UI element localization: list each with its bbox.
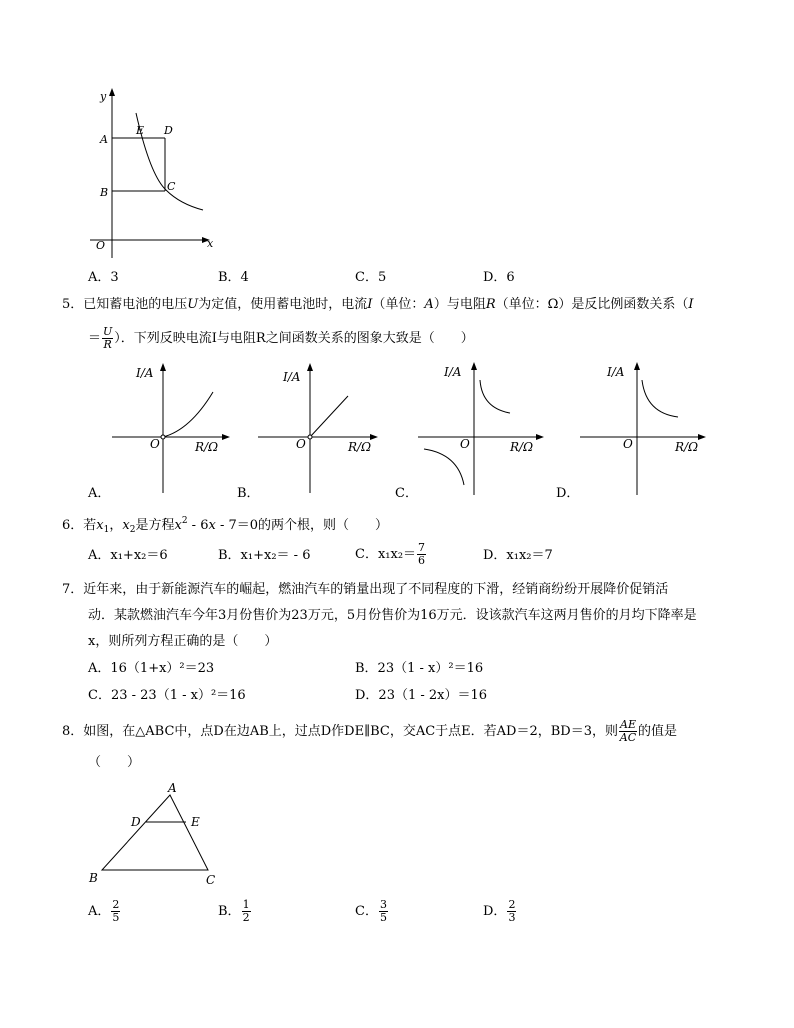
triangle-ABC bbox=[102, 795, 208, 870]
q8-option-b: B． $\frac{1}{2}$ bbox=[218, 898, 250, 924]
q7-option-c: C．23 - 23（1 - x）²＝16 bbox=[88, 688, 246, 703]
q5-option-a: A． bbox=[88, 486, 111, 501]
q7-option-b: B．23（1 - x）²＝16 bbox=[355, 661, 484, 676]
q6-option-a: A．x₁+x₂＝6 bbox=[88, 548, 168, 563]
label-E: E bbox=[136, 124, 145, 137]
q5-stem-line2: ＝ $\frac{U}{R}$ ）．下列反映电流I与电阻R之间函数关系的图象大致是（ ） bbox=[88, 325, 474, 351]
q8-stem-line1: 8．如图，在△ABC中，点D在边AB上，过点D作DE∥BC，交AC于点E．若AD＝2，BD＝3，则 $\frac{AE}{AC}$ 的值是 bbox=[62, 718, 677, 744]
curve-d bbox=[642, 380, 678, 417]
q7-stem-line1: 7．近年来，由于新能源汽车的崛起，燃油汽车的销量出现了不同程度的下滑，经销商纷纷开展降价促销活 bbox=[62, 582, 669, 597]
q6-stem: 6．若$x_1$，$x_2$是方程$x^2 - 6x - 7=0$的两个根，则（ ） bbox=[62, 516, 389, 535]
q4-option-c: C．5 bbox=[355, 270, 387, 285]
svg-text:I/A: I/A bbox=[136, 366, 154, 380]
q8-option-c: C． $\frac{3}{5}$ bbox=[355, 898, 387, 924]
label-O: O bbox=[96, 239, 106, 252]
label-B: B bbox=[100, 186, 109, 199]
svg-text:D: D bbox=[131, 815, 141, 829]
svg-text:R/Ω: R/Ω bbox=[348, 440, 372, 454]
svg-text:O: O bbox=[296, 437, 306, 451]
svg-text:O: O bbox=[623, 437, 633, 451]
label-A: A bbox=[100, 133, 108, 146]
label-D: D bbox=[164, 124, 173, 137]
label-C: C bbox=[167, 180, 176, 193]
svg-text:E: E bbox=[191, 815, 200, 829]
y-axis-arrow bbox=[109, 88, 115, 96]
label-x: x bbox=[207, 237, 214, 250]
svg-text:R/Ω: R/Ω bbox=[195, 440, 219, 454]
q6-option-d: D．x₁x₂＝7 bbox=[483, 548, 553, 563]
q7-option-d: D．23（1 - 2x）＝16 bbox=[355, 688, 488, 703]
svg-text:O: O bbox=[460, 437, 470, 451]
curve-c-left bbox=[424, 449, 464, 485]
q4-option-b: B．4 bbox=[218, 270, 249, 285]
svg-text:O: O bbox=[150, 437, 160, 451]
q5-stem-line1: 5．已知蓄电池的电压U为定值，使用蓄电池时，电流I（单位：A）与电阻R（单位：Ω）是反比例函数关系（I bbox=[62, 297, 694, 312]
q8-option-d: D． $\frac{2}{3}$ bbox=[483, 898, 516, 924]
svg-text:I/A: I/A bbox=[444, 365, 462, 379]
q4-option-a: A．3 bbox=[88, 270, 119, 285]
svg-text:A: A bbox=[168, 781, 177, 795]
curve-a bbox=[163, 392, 213, 437]
q8-option-a: A． $\frac{2}{5}$ bbox=[88, 898, 120, 924]
q7-stem-line3: x，则所列方程正确的是（ ） bbox=[88, 634, 278, 649]
label-y: y bbox=[100, 90, 107, 103]
q5-option-b: B． bbox=[237, 486, 260, 501]
curve-b bbox=[310, 396, 348, 437]
q7-option-a: A．16（1+x）²＝23 bbox=[88, 661, 215, 676]
svg-text:I/A: I/A bbox=[607, 365, 625, 379]
q4-option-d: D．6 bbox=[483, 270, 515, 285]
q6-option-b: B．x₁+x₂＝ - 6 bbox=[218, 548, 311, 563]
curve-c-right bbox=[480, 380, 510, 413]
svg-text:R/Ω: R/Ω bbox=[675, 440, 699, 454]
q7-stem-line2: 动．某款燃油汽车今年3月份售价为23万元，5月份售价为16万元．设该款汽车这两月售价的月均下降率是 bbox=[88, 608, 697, 623]
svg-text:C: C bbox=[206, 873, 216, 887]
svg-text:R/Ω: R/Ω bbox=[510, 440, 534, 454]
q5-formula-fraction: $\frac{U}{R}$ bbox=[103, 325, 113, 351]
svg-text:I/A: I/A bbox=[283, 370, 301, 384]
svg-text:B: B bbox=[89, 871, 98, 885]
q5-option-c: C． bbox=[395, 486, 418, 501]
q8-stem-line2: （ ） bbox=[88, 755, 141, 770]
q6-option-c: C．x₁x₂＝ $\frac{7}{6}$ bbox=[355, 541, 426, 567]
q5-option-d: D． bbox=[556, 486, 580, 501]
